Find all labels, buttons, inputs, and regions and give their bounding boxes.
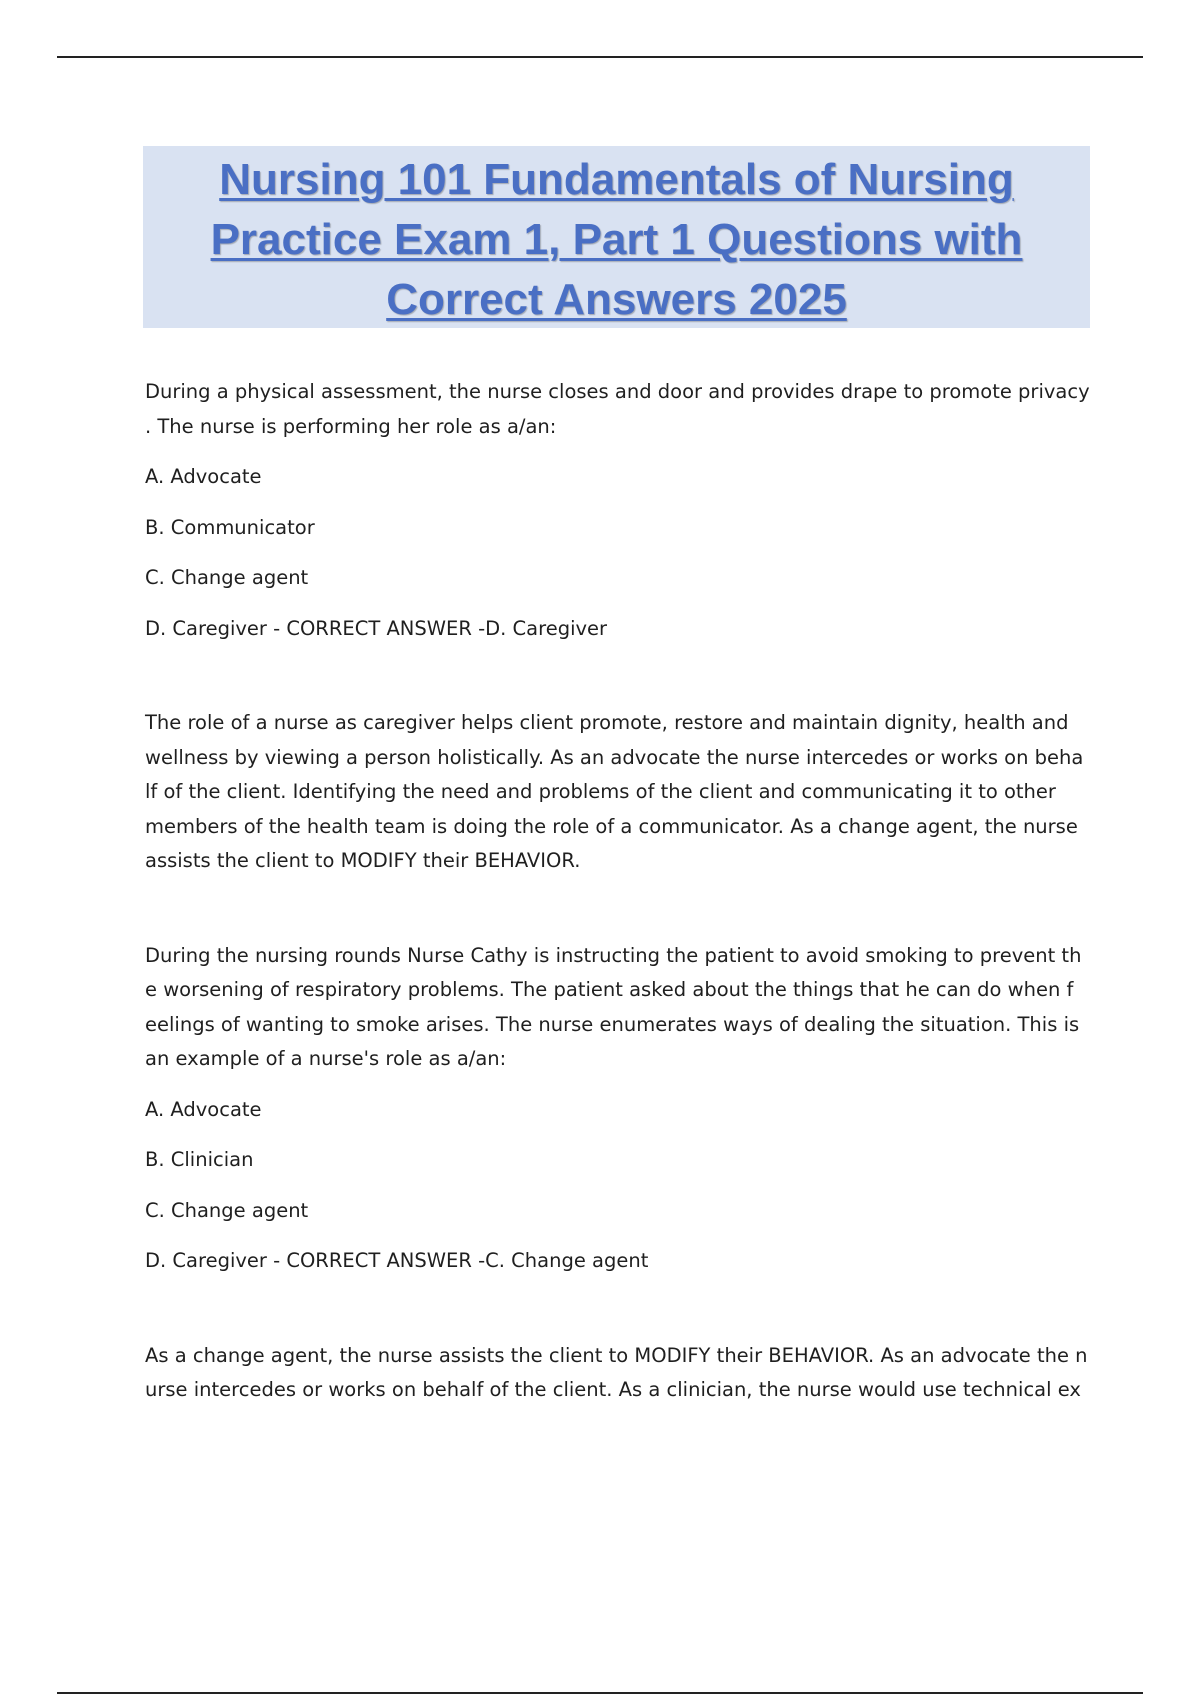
answer-option-correct: D. Caregiver - CORRECT ANSWER -D. Caregiver: [145, 616, 608, 640]
answer-option: B. Clinician: [145, 1148, 254, 1171]
text-line: e worsening of respiratory problems. The patient asked about the things that he can do when f: [145, 978, 1074, 1001]
text-line: assists the client to MODIFY their BEHAVIOR.: [145, 849, 581, 872]
answer-option: C. Change agent: [145, 566, 309, 589]
spacer: [145, 1279, 1095, 1339]
question-2-stem: [145, 939, 1095, 1077]
answer-option-correct: D. Caregiver - CORRECT ANSWER -C. Change agent: [145, 1249, 649, 1272]
text-line: During a physical assessment, the nurse closes and door and provides drape to promote privacy: [145, 380, 1090, 403]
text-line: urse intercedes or works on behalf of the client. As a clinician, the nurse would use technical ex: [145, 1378, 1081, 1401]
answer-option: B. Communicator: [145, 515, 315, 539]
text-line: members of the health team is doing the role of a communicator. As a change agent, the nurse: [145, 814, 1078, 838]
question-1-stem: [145, 375, 1095, 444]
answer-option: C. Change agent: [145, 1198, 309, 1222]
document-body: [145, 375, 1095, 1408]
question-2-explanation: [145, 1339, 1095, 1408]
text-line: lf of the client. Identifying the need and problems of the client and communicating it to other: [145, 780, 1056, 803]
question-2-options: [145, 1093, 1095, 1279]
spacer: [145, 646, 1095, 706]
text-line: wellness by viewing a person holistically. As an advocate the nurse intercedes or works on beha: [145, 745, 1084, 769]
footer-rule: [57, 1692, 1143, 1694]
text-line: an example of a nurse's role as a/an:: [145, 1047, 507, 1070]
text-line: . The nurse is performing her role as a/an:: [145, 414, 557, 438]
header-rule: [57, 56, 1143, 58]
text-line: The role of a nurse as caregiver helps client promote, restore and maintain dignity, health and: [145, 711, 1069, 734]
text-line: During the nursing rounds Nurse Cathy is instructing the patient to avoid smoking to prevent th: [145, 943, 1082, 967]
title-line: Practice Exam 1, Part 1 Questions with: [210, 215, 1023, 264]
answer-option: A. Advocate: [145, 1097, 262, 1121]
text-line: As a change agent, the nurse assists the client to MODIFY their BEHAVIOR. As an advocate the n: [145, 1343, 1088, 1367]
question-1-explanation: [145, 706, 1095, 879]
spacer: [145, 879, 1095, 939]
answer-option: A. Advocate: [145, 465, 262, 488]
question-1-options: [145, 460, 1095, 646]
document-title: [143, 146, 1090, 328]
title-line: Nursing 101 Fundamentals of Nursing: [219, 155, 1014, 204]
text-line: eelings of wanting to smoke arises. The nurse enumerates ways of dealing the situation. This is: [145, 1012, 1080, 1036]
title-line: Correct Answers 2025: [386, 275, 847, 324]
